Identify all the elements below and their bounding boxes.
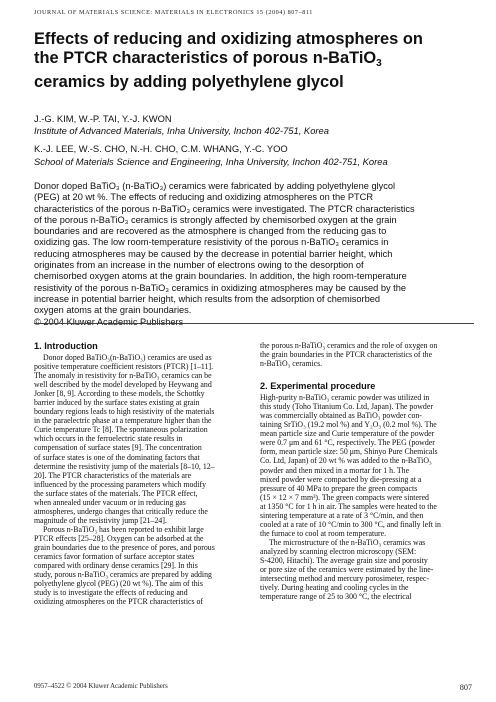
text-line: atmospheres, undergo changes that critically reduce the [34, 506, 208, 516]
affiliation-2: School of Materials Science and Engineering, Inha University, Inchon 402-751, Korea [34, 155, 388, 167]
text-line: boundary regions leads to high resistivity of the materials [34, 407, 215, 417]
text-line: was commercially obtained as BaTiO₃ powder con- [260, 411, 422, 421]
abstract [34, 181, 474, 328]
text-line: PTCR effects [25–28]. Oxygen can be adsorbed at the [34, 533, 204, 543]
experimental-paragraph-1 [260, 393, 463, 538]
text-line: in the paraelectric phase at a temperature higher than the [34, 416, 212, 426]
section-divider [34, 323, 474, 324]
affiliation-1: Institute of Advanced Materials, Inha University, Inchon 402-751, Korea [34, 125, 329, 137]
text-line: the furnace to cool at room temperature. [260, 528, 387, 538]
text-line: oxidizing atmospheres on the PTCR characteristics of [34, 597, 204, 607]
text-line: mixed powder were compacted by die-pressing at a [260, 474, 422, 484]
title-line-1: Effects of reducing and oxidizing atmospheres on [34, 30, 423, 48]
text-line: at 1350 °C for 1 h in air. The samples were heated to the [260, 501, 437, 511]
section-heading-experimental: 2. Experimental procedure [260, 381, 376, 392]
text-line: form, mean particle size: 50 μm, Shinyo Pure Chemicals [260, 447, 438, 457]
text-line: tively. During heating and cooling cycles in the [260, 583, 409, 593]
text-line: cooled at a rate of 10 °C/min to 300 °C, and finally left in [260, 519, 441, 529]
text-line: 20]. The PTCR characteristics of the materials are [34, 470, 192, 480]
text-line: when annealed under vacuum or in reducing gas [34, 497, 186, 507]
text-line: intersecting method and mercury porosimeter, respec- [260, 574, 430, 584]
page-number: 807 [459, 683, 472, 692]
text-line: taining SrTiO₃ (19.2 mol %) and Y₂O₃ (0.2 mol %). The [260, 420, 437, 430]
text-line: n-BaTiO₃ ceramics. [260, 359, 323, 369]
text-line: or pore size of the ceramics were estimated by the line- [260, 565, 434, 575]
text-line: influenced by the processing parameters which modify [34, 479, 207, 489]
text-line: the porous n-BaTiO₃ ceramics and the role of oxygen on [260, 341, 438, 350]
abstract-line: originates from an increase in the number of electrons owing to the desorption of [34, 260, 364, 271]
text-line: the grain boundaries in the PTCR characteristics of the [260, 350, 433, 360]
abstract-line: boundaries and are recovered as the atmosphere is changed from the reducing gas to [34, 226, 387, 237]
text-line: ceramics favor formation of surface acceptor states [34, 552, 195, 562]
text-line: analyzed by scanning electron microscopy (SEM: [260, 546, 417, 556]
text-line: The microstructure of the n-BaTiO₃ ceramics was [269, 537, 426, 547]
text-line: which occurs in the ferroelectric state results in [34, 434, 183, 444]
author-group-2: K.-J. LEE, W.-S. CHO, N.-H. CHO, C.M. WHANG, Y.-C. YOO [34, 143, 288, 155]
text-line: mean particle size and Curie temperature of the powder [260, 429, 435, 439]
text-line: polyethylene glycol (PEG) (20 wt %). The aim of this [34, 579, 203, 589]
abstract-line: chemisorbed oxygen atoms at the grain boundaries. In addition, the high room-temperature [34, 271, 407, 282]
paper-title [34, 30, 474, 92]
text-line: Donor doped BaTiO₃(n-BaTiO₃) ceramics are used as [43, 353, 212, 362]
text-line: powder and then mixed in a mortar for 1 h. The [260, 465, 410, 475]
abstract-line: oxygen atoms at the grain boundaries. [34, 305, 192, 316]
text-line: The anomaly in resistivity for n-BaTiO₃ ceramics can be [34, 371, 212, 381]
abstract-line: characteristics of the porous n-BaTiO₃ ceramics were investigated. The PTCR characteristics [34, 203, 415, 214]
abstract-line: reducing atmospheres may be caused by the decrease in potential barrier height, which [34, 248, 393, 259]
experimental-paragraph-2 [260, 538, 463, 601]
section-heading-introduction: 1. Introduction [34, 341, 98, 351]
text-line: High-purity n-BaTiO₃ ceramic powder was utilized in [260, 393, 430, 403]
text-line: Porous n-BaTiO₃ has been reported to exhibit large [43, 524, 204, 534]
intro-paragraph-2 [34, 525, 237, 606]
abstract-line: oxidizing gas. The low room-temperature resistivity of the porous n-BaTiO₃ ceramics in [34, 237, 389, 248]
copyright-notice: © 2004 Kluwer Academic Publishers [34, 316, 184, 327]
text-line: study, porous n-BaTiO₃ ceramics are prepared by adding [34, 570, 212, 580]
text-line: S-4200, Hitachi). The average grain size and porosity [260, 555, 428, 565]
text-line: study is to investigate the effects of reducing and [34, 588, 188, 598]
text-line: were 0.7 μm and 61 °C, respectively. The PEG (powder [260, 438, 435, 448]
abstract-line: resistivity of the porous n-BaTiO₃ ceramics in oxidizing atmospheres may be caused by the [34, 282, 407, 293]
text-line: of surface states is one of the dominating factors that [34, 452, 200, 462]
text-line: sintering temperature at a rate of 3 °C/min, and then [260, 510, 424, 520]
title-line-2: the PTCR characteristics of porous n-BaTiO$_3$ [34, 49, 382, 69]
text-line: well described by the model developed by Heywang and [34, 380, 212, 390]
abstract-line: Donor doped BaTiO₃ (n-BaTiO₃) ceramics were fabricated by adding polyethylene glycol [34, 181, 396, 191]
text-line: magnitude of the resistivity jump [21–24]. [34, 515, 167, 525]
text-line: Co. Ltd, Japan) of 20 wt % was added to the n-BaTiO₃ [260, 456, 432, 466]
text-line: grain boundaries due to the presence of pores, and porous [34, 542, 215, 552]
footer-issn: 0957–4522 © 2004 Kluwer Academic Publishers [34, 683, 168, 690]
text-line: barrier induced by the surface states existing at grain [34, 398, 200, 408]
abstract-line: of the porous n-BaTiO₃ ceramics is strongly affected by chemisorbed oxygen at the grain [34, 214, 397, 225]
abstract-line: (PEG) at 20 wt %. The effects of reducing and oxidizing atmospheres on the PTCR [34, 192, 373, 203]
intro-paragraph-3 [260, 341, 463, 368]
text-line: Jonker [8, 9]. According to these models, the Schottky [34, 389, 205, 399]
abstract-line: increase in potential barrier height, which results from the adsorption of chemisorbed [34, 293, 381, 304]
running-header: JOURNAL OF MATERIALS SCIENCE: MATERIALS IN ELECTRONICS 15 (2004) 807–811 [34, 9, 313, 16]
text-line: the surface states of the materials. The PTCR effect, [34, 488, 198, 498]
text-line: Curie temperature Tc [8]. The spontaneous polarization [34, 425, 208, 435]
text-line: pressure of 40 MPa to prepare the green compacts [260, 483, 418, 493]
author-group-1: J.-G. KIM, W.-P. TAI, Y.-J. KWON [34, 113, 172, 124]
author-block [34, 113, 474, 168]
text-line: compared with ordinary dense ceramics [29]. In this [34, 561, 198, 571]
text-line: compensation of surface states [9]. The concentration [34, 443, 202, 453]
column-right [260, 341, 463, 601]
text-line: determine the resistivity jump of the materials [8–10, 12– [34, 461, 215, 471]
text-line: (15 × 12 × 7 mm³). The green compacts were sintered [260, 492, 429, 502]
text-line: temperature range of 25 to 300 °C, the electrical [260, 592, 412, 602]
title-line-3: ceramics by adding polyethylene glycol [34, 73, 344, 91]
text-line: this study (Toho Titanium Co. Ltd, Japan). The powder [260, 402, 433, 412]
text-line: positive temperature coefficient resistors (PTCR) [1–11]. [34, 362, 214, 372]
intro-paragraph-1 [34, 353, 237, 525]
column-left [34, 341, 237, 606]
